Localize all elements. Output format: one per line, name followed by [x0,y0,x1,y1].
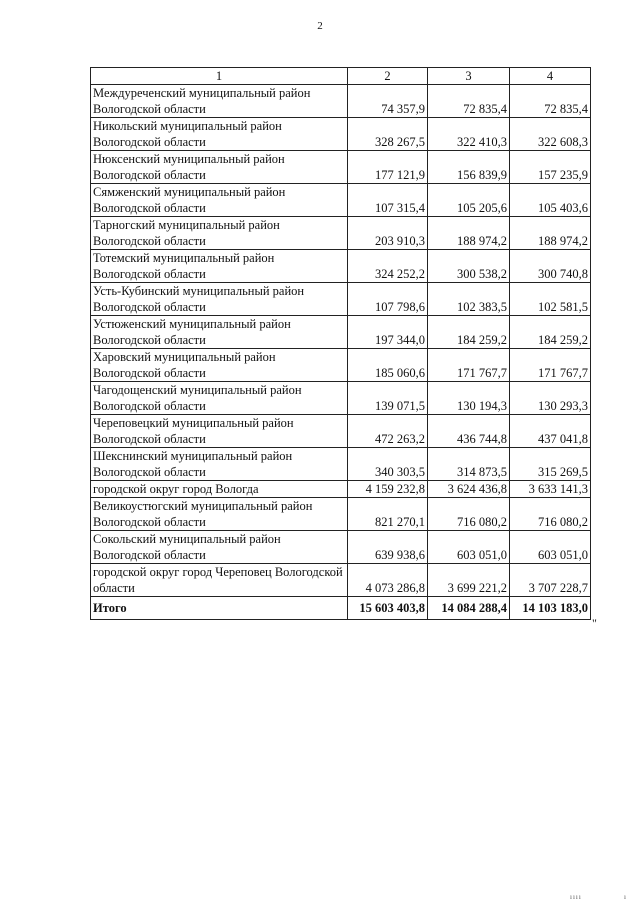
municipality-name: Сямженский муниципальный район Вологодской области [91,184,348,217]
value-col-3: 130 194,3 [428,382,510,415]
table-row [91,217,591,250]
value-col-3: 171 767,7 [428,349,510,382]
municipality-name: Великоустюгский муниципальный район Вологодской области [91,498,348,531]
value-col-2: 107 315,4 [348,184,428,217]
value-col-4: 603 051,0 [510,531,591,564]
municipality-name: Сокольский муниципальный район Вологодской области [91,531,348,564]
value-col-4: 300 740,8 [510,250,591,283]
value-col-3: 322 410,3 [428,118,510,151]
table-row [91,448,591,481]
value-col-2: 4 073 286,8 [348,564,428,597]
table-row [91,481,591,498]
table-row [91,382,591,415]
value-col-3: 72 835,4 [428,85,510,118]
value-col-2: 324 252,2 [348,250,428,283]
municipality-name: Шекснинский муниципальный район Вологодской области [91,448,348,481]
value-col-3: 102 383,5 [428,283,510,316]
value-col-4: 188 974,2 [510,217,591,250]
value-col-2: 74 357,9 [348,85,428,118]
value-col-4: 322 608,3 [510,118,591,151]
value-col-2: 185 060,6 [348,349,428,382]
table-row [91,250,591,283]
value-col-4: 105 403,6 [510,184,591,217]
value-col-2: 639 938,6 [348,531,428,564]
budget-table [90,67,591,620]
municipality-name: Харовский муниципальный район Вологодской области [91,349,348,382]
municipality-name: Никольский муниципальный район Вологодской области [91,118,348,151]
page-number: 2 [317,20,323,32]
municipality-name: Междуреченский муниципальный район Вологодской области [91,85,348,118]
value-col-4: 3 707 228,7 [510,564,591,597]
table-row [91,184,591,217]
value-col-3: 188 974,2 [428,217,510,250]
value-col-2: 197 344,0 [348,316,428,349]
value-col-3: 300 538,2 [428,250,510,283]
value-col-2: 177 121,9 [348,151,428,184]
value-col-4: 184 259,2 [510,316,591,349]
value-col-3: 3 699 221,2 [428,564,510,597]
municipality-name: Нюксенский муниципальный район Вологодской области [91,151,348,184]
municipality-name: Устюженский муниципальный район Вологодской области [91,316,348,349]
value-col-3: 184 259,2 [428,316,510,349]
table-row [91,531,591,564]
value-col-4: 315 269,5 [510,448,591,481]
column-header-2: 2 [348,68,428,85]
value-col-2: 472 263,2 [348,415,428,448]
value-col-2: 4 159 232,8 [348,481,428,498]
table-row [91,349,591,382]
value-col-3: 314 873,5 [428,448,510,481]
table-row [91,151,591,184]
value-col-3: 105 205,6 [428,184,510,217]
value-col-3: 156 839,9 [428,151,510,184]
table-row [91,316,591,349]
scan-mark-right: ı [624,893,627,901]
value-col-4: 716 080,2 [510,498,591,531]
municipality-name: Тарногский муниципальный район Вологодской области [91,217,348,250]
value-col-4: 157 235,9 [510,151,591,184]
municipality-name: Чагодощенский муниципальный район Вологодской области [91,382,348,415]
column-header-4: 4 [510,68,591,85]
value-col-4: 437 041,8 [510,415,591,448]
total-value-3: 14 084 288,4 [428,597,510,620]
value-col-2: 107 798,6 [348,283,428,316]
table-row [91,283,591,316]
value-col-3: 716 080,2 [428,498,510,531]
value-col-3: 3 624 436,8 [428,481,510,498]
value-col-3: 436 744,8 [428,415,510,448]
municipality-name: Череповецкий муниципальный район Вологодской области [91,415,348,448]
value-col-2: 328 267,5 [348,118,428,151]
value-col-4: 102 581,5 [510,283,591,316]
total-row [91,597,591,620]
table-body [91,85,591,597]
value-col-2: 821 270,1 [348,498,428,531]
column-header-1: 1 [91,68,348,85]
table-row [91,85,591,118]
municipality-name: городской округ город Череповец Вологодской области [91,564,348,597]
table-row [91,498,591,531]
table-row [91,564,591,597]
municipality-name: Тотемский муниципальный район Вологодской области [91,250,348,283]
value-col-4: 130 293,3 [510,382,591,415]
column-header-3: 3 [428,68,510,85]
scan-mark-left: ıııı [570,893,582,901]
value-col-3: 603 051,0 [428,531,510,564]
value-col-4: 72 835,4 [510,85,591,118]
value-col-4: 3 633 141,3 [510,481,591,498]
value-col-2: 340 303,5 [348,448,428,481]
total-value-4: 14 103 183,0 [510,597,591,620]
value-col-4: 171 767,7 [510,349,591,382]
total-value-2: 15 603 403,8 [348,597,428,620]
municipality-name: Усть-Кубинский муниципальный район Вологодской области [91,283,348,316]
value-col-2: 139 071,5 [348,382,428,415]
closing-quote: " [592,616,597,630]
value-col-2: 203 910,3 [348,217,428,250]
total-label: Итого [91,597,348,620]
table-row [91,118,591,151]
municipality-name: городской округ город Вологда [91,481,348,498]
table-header-row [91,68,591,85]
table-row [91,415,591,448]
